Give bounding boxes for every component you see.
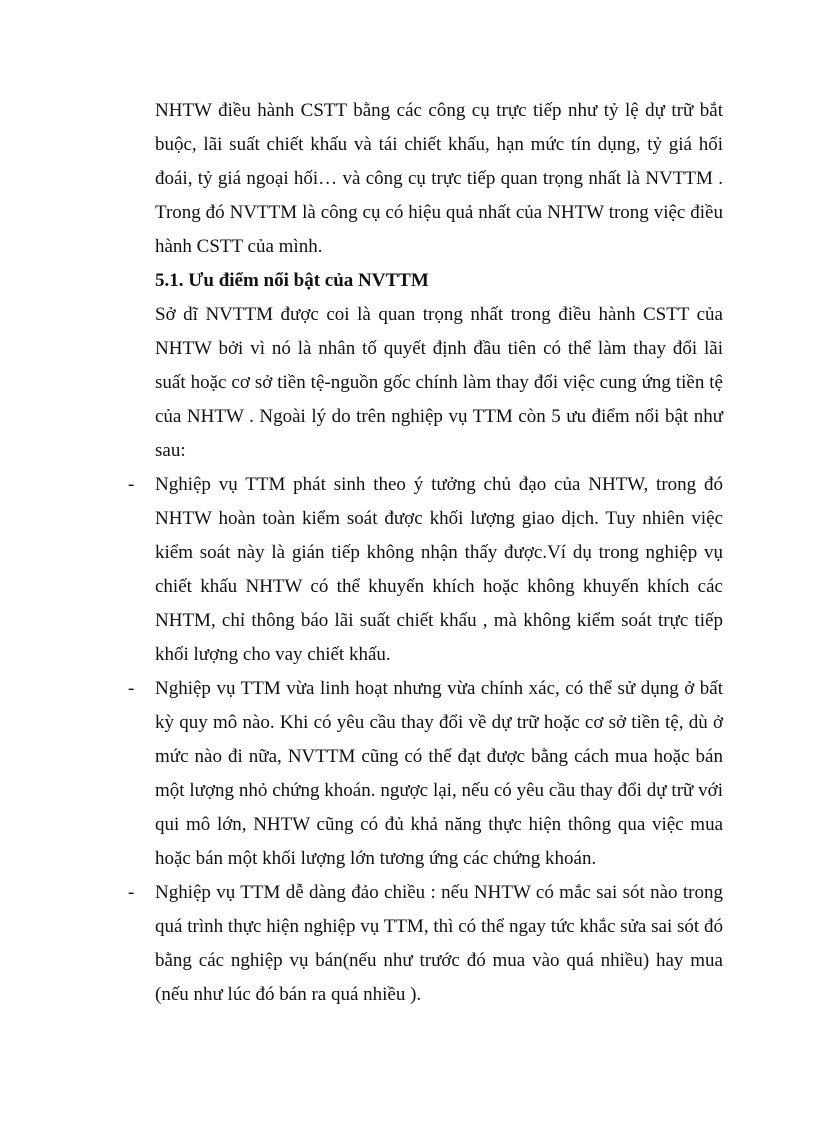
- body-paragraph: Sở dĩ NVTTM được coi là quan trọng nhất trong điều hành CSTT của NHTW bởi vì nó là nhân tố quyết định đầu tiên có thể làm thay đổi lãi suất hoặc cơ sở tiền tệ-nguồn gốc chính làm thay đổi việc cung ứng tiền tệ của NHTW . Ngoài lý do trên nghiệp vụ TTM còn 5 ưu điểm nổi bật như sau:: [155, 304, 723, 461]
- bullet-marker: -: [128, 474, 135, 495]
- bullet-item: [128, 672, 723, 876]
- bullet-text: Nghiệp vụ TTM phát sinh theo ý tưởng chủ đạo của NHTW, trong đó NHTW hoàn toàn kiểm soát được khối lượng giao dịch. Tuy nhiên việc kiểm soát này là gián tiếp không nhận thấy được.Ví dụ trong nghiệp vụ chiết khấu NHTW có thể khuyến khích hoặc không khuyến khích các NHTM, chỉ thông báo lãi suất chiết khấu , mà không kiểm soát trực tiếp khối lượng cho vay chiết khấu.: [155, 474, 723, 665]
- section-heading: 5.1. Ưu điểm nổi bật của NVTTM: [155, 270, 429, 291]
- intro-paragraph: NHTW điều hành CSTT bằng các công cụ trực tiếp như tỷ lệ dự trữ bắt buộc, lãi suất chiết khấu và tái chiết khấu, hạn mức tín dụng, tỷ giá hối đoái, tỷ giá ngoại hối… và công cụ trực tiếp quan trọng nhất là NVTTM . Trong đó NVTTM là công cụ có hiệu quả nhất của NHTW trong việc điều hành CSTT của mình.: [155, 100, 723, 257]
- bullet-text: Nghiệp vụ TTM vừa linh hoạt nhưng vừa chính xác, có thể sử dụng ở bất kỳ quy mô nào. Khi có yêu cầu thay đổi về dự trữ hoặc cơ sở tiền tệ, dù ở mức nào đi nữa, NVTTM cũng có thể đạt được bằng cách mua hoặc bán một lượng nhỏ chứng khoán. ngược lại, nếu có yêu cầu thay đổi dự trữ với qui mô lớn, NHTW cũng có đủ khả năng thực hiện thông qua việc mua hoặc bán một khối lượng lớn tương ứng các chứng khoán.: [155, 678, 723, 869]
- document-body: [128, 94, 723, 1012]
- bullet-marker: -: [128, 882, 135, 903]
- bullet-item: [128, 468, 723, 672]
- bullet-text: Nghiệp vụ TTM dễ dàng đảo chiều : nếu NHTW có mắc sai sót nào trong quá trình thực hiện nghiệp vụ TTM, thì có thể ngay tức khắc sửa sai sót đó bằng các nghiệp vụ bán(nếu như trước đó mua vào quá nhiều) hay mua (nếu như lúc đó bán ra quá nhiều ).: [155, 882, 723, 1005]
- bullet-marker: -: [128, 678, 135, 699]
- bullet-item: [128, 876, 723, 1012]
